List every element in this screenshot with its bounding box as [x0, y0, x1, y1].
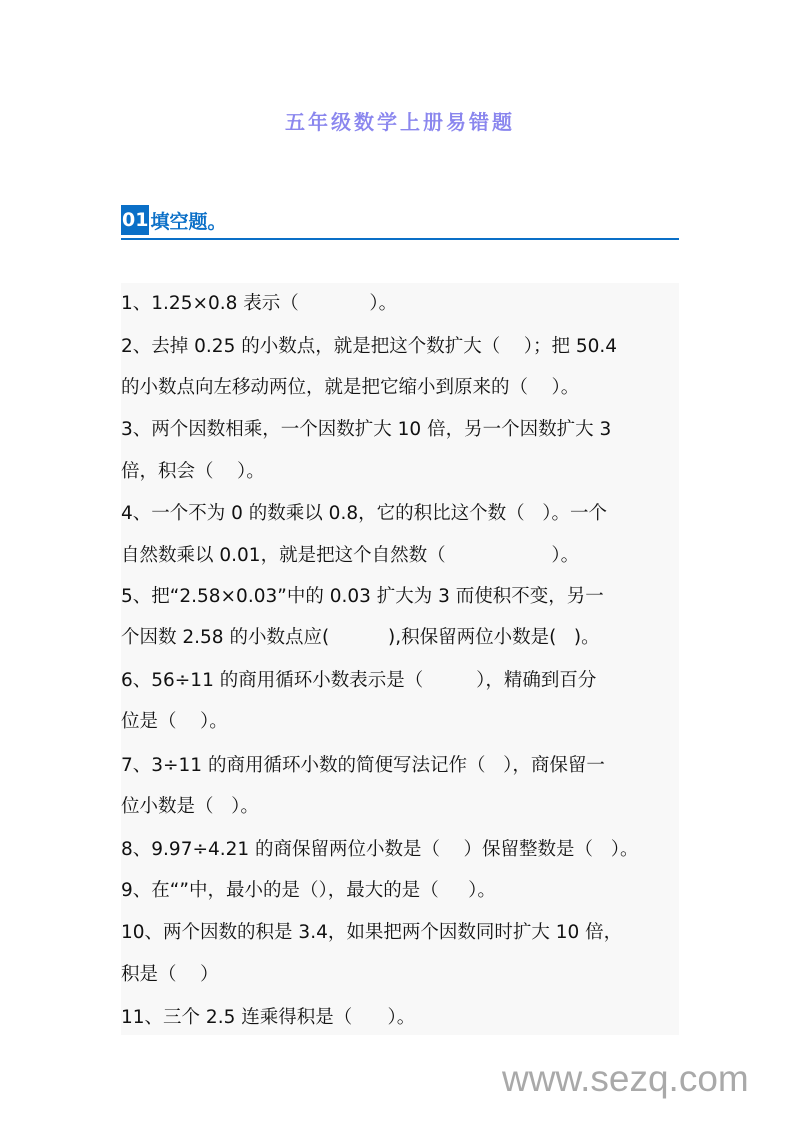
question-line: 积是（ ） [121, 964, 219, 985]
question-line: 倍，积会（ ）。 [121, 461, 265, 482]
watermark: www.sezq.com [502, 1058, 749, 1099]
section-title: 填空题。 [150, 210, 227, 233]
question-line: 1、1.25×0.8 表示（ ）。 [121, 293, 398, 314]
page-title: 五年级数学上册易错题 [285, 110, 515, 134]
question-line: 8、9.97÷4.21 的商保留两位小数是（ ）保留整数是（ ）。 [121, 839, 639, 860]
question-line: 3、两个因数相乘，一个因数扩大 10 倍，另一个因数扩大 3 [121, 419, 612, 440]
question-line: 位小数是（ ）。 [121, 796, 259, 817]
question-line: 10、两个因数的积是 3.4，如果把两个因数同时扩大 10 倍， [121, 922, 623, 943]
question-line: 4、一个不为 0 的数乘以 0.8，它的积比这个数（ ）。一个 [121, 503, 607, 524]
question-line: 6、56÷11 的商用循环小数表示是（ ），精确到百分 [121, 670, 597, 691]
question-line: 9、在“”中，最小的是（），最大的是（ ）。 [121, 880, 496, 901]
question-line: 个因数 2.58 的小数点应( ),积保留两位小数是( )。 [121, 627, 600, 648]
section-number: 01 [121, 205, 149, 235]
question-line: 的小数点向左移动两位，就是把它缩小到原来的（ ）。 [121, 377, 580, 398]
question-line: 5、把“2.58×0.03”中的 0.03 扩大为 3 而使积不变，另一 [121, 586, 604, 607]
question-line: 2、去掉 0.25 的小数点，就是把这个数扩大（ ）；把 50.4 [121, 336, 618, 357]
section-divider [121, 238, 679, 240]
question-line: 自然数乘以 0.01，就是把这个自然数（ ）。 [121, 545, 580, 566]
question-line: 11、三个 2.5 连乘得积是（ ）。 [121, 1007, 416, 1028]
section-heading [121, 205, 226, 235]
question-line: 7、3÷11 的商用循环小数的简便写法记作（ ），商保留一 [121, 755, 605, 776]
question-line: 位是（ ）。 [121, 711, 228, 732]
